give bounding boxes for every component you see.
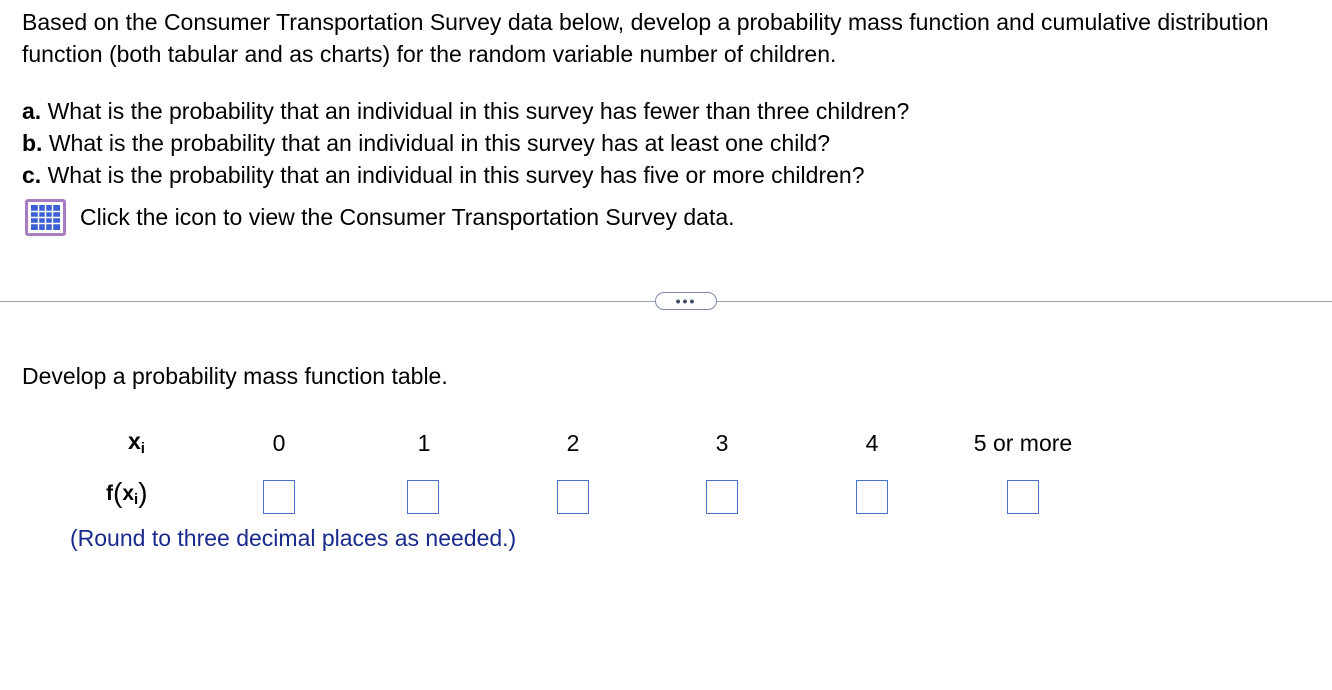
answer-input-4[interactable] xyxy=(856,480,888,514)
question-list xyxy=(22,95,909,191)
problem-intro: Based on the Consumer Transportation Survey data below, develop a probability mass function and cumulative distribution function (both tabular and as charts) for the random variable number of children. xyxy=(22,9,1269,67)
question-b xyxy=(22,127,909,159)
column-header-5-or-more: 5 or more xyxy=(973,430,1073,456)
answer-input-0[interactable] xyxy=(263,480,295,514)
question-a xyxy=(22,95,909,127)
expand-more-button[interactable]: ••• xyxy=(655,292,717,310)
question-letter: b. xyxy=(22,130,43,156)
fx-label: $f(x_i)$ xyxy=(106,477,148,508)
survey-data-text: Click the icon to view the Consumer Transportation Survey data. xyxy=(80,204,735,230)
section-prompt: Develop a probability mass function table. xyxy=(22,363,448,389)
answer-input-1[interactable] xyxy=(407,480,439,514)
question-c xyxy=(22,159,909,191)
question-letter: c. xyxy=(22,162,42,188)
xi-var: x xyxy=(128,428,141,454)
column-header-0: 0 xyxy=(272,430,286,456)
xi-label xyxy=(128,428,145,457)
xi-subscript: i xyxy=(140,440,145,457)
answer-input-2[interactable] xyxy=(557,480,589,514)
answer-input-5-or-more[interactable] xyxy=(1007,480,1039,514)
question-text: What is the probability that an individual in this survey has fewer than three children? xyxy=(41,98,910,124)
fx-func: f xyxy=(106,482,113,505)
question-letter: a. xyxy=(22,98,42,124)
rounding-note: (Round to three decimal places as needed.) xyxy=(70,525,517,551)
column-header-4: 4 xyxy=(865,430,879,456)
column-header-1: 1 xyxy=(417,430,431,456)
table-grid-icon[interactable] xyxy=(25,199,66,236)
survey-data-link xyxy=(25,199,735,236)
question-text: What is the probability that an individual in this survey has at least one child? xyxy=(42,130,831,156)
question-text: What is the probability that an individual in this survey has five or more children? xyxy=(41,162,865,188)
column-header-3: 3 xyxy=(715,430,729,456)
column-header-2: 2 xyxy=(566,430,580,456)
fx-subscript: i xyxy=(134,491,139,508)
answer-input-3[interactable] xyxy=(706,480,738,514)
